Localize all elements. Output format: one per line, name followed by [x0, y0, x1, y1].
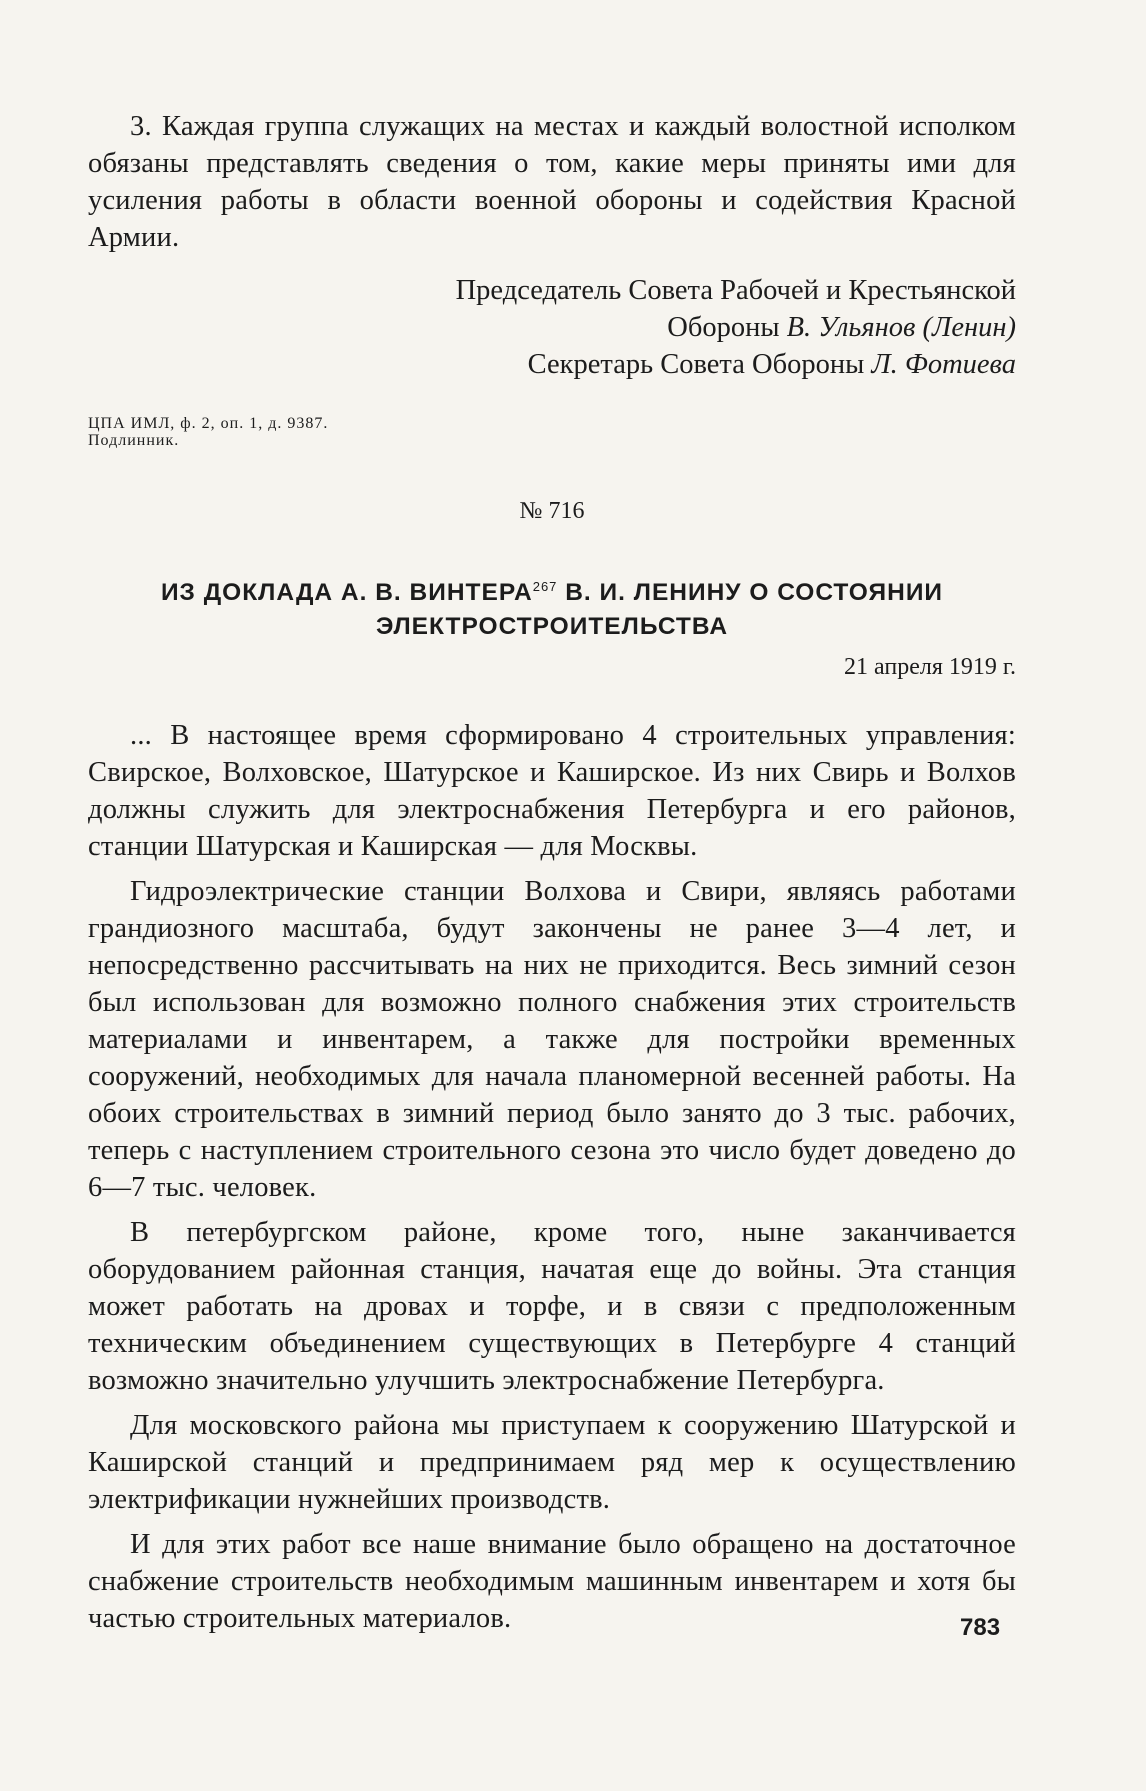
signature-line-2-prefix: Обороны [667, 312, 780, 343]
top-paragraph-block [88, 108, 1016, 256]
top-paragraph: 3. Каждая группа служащих на местах и каждый волостной исполком обязаны представлять сведения о том, какие меры приняты ими для усиления работы в области военной обороны и содействия Красной Армии. [88, 111, 1016, 253]
body-paragraph-5: И для этих работ все наше внимание было обращено на достаточное снабжение строительств необходимым машинным инвентарем и хотя бы частью строительных материалов. [88, 1529, 1016, 1634]
heading-part-1: ИЗ ДОКЛАДА А. В. ВИНТЕРА [160, 579, 533, 607]
signature-block [88, 272, 1016, 383]
body-paragraph-2: Гидроэлектрические станции Волхова и Свири, являясь работами грандиозного масштаба, будут закончены не ранее 3—4 лет, и непосредственно рассчитывать на них не приходится. Весь зимний сезон был использован для возможно полного снабжения этих строительств материалами и инвентарем, а также для постройки временных сооружений, необходимых для начала планомерной весенней работы. На обоих строительствах в зимний период было занято до 3 тыс. рабочих, теперь с наступлением строительного сезона это число будет доведено до 6—7 тыс. человек. [88, 876, 1016, 1203]
archive-reference [88, 415, 1016, 449]
body-paragraph-1: ... В настоящее время сформировано 4 строительных управления: Свирское, Волховское, Шатурское и Каширское. Из них Свирь и Волхов должны служить для электроснабжения Петербурга и его районов, станции Шатурская и Каширская — для Москвы. [88, 720, 1016, 862]
footnote-ref: 267 [532, 579, 558, 594]
body-text [88, 717, 1016, 1637]
body-paragraph-3: В петербургском районе, кроме того, ныне заканчивается оборудованием районная станция, начатая еще до войны. Эта станция может работать на дровах и торфе, и в связи с предположенным техническим объединением существующих в Петербурге 4 станций возможно значительно улучшить электроснабжение Петербурга. [88, 1217, 1016, 1396]
heading-line-1 [88, 570, 1016, 610]
document-heading [88, 570, 1016, 644]
archive-line-2: Подлинник. [88, 432, 180, 449]
signature-name-lenin: В. Ульянов (Ленин) [786, 312, 1016, 343]
heading-line-2: ЭЛЕКТРОСТРОИТЕЛЬСТВА [375, 613, 729, 641]
archive-line-1: ЦПА ИМЛ, ф. 2, оп. 1, д. 9387. [88, 415, 329, 432]
document-number: № 716 [519, 498, 585, 524]
signature-line-2 [88, 309, 1016, 346]
page-number: 783 [960, 1614, 1001, 1641]
heading-part-2: В. И. ЛЕНИНУ О СОСТОЯНИИ [565, 579, 944, 607]
document-date: 21 апреля 1919 г. [844, 654, 1016, 680]
signature-line-3-prefix: Секретарь Совета Обороны [527, 349, 865, 380]
body-paragraph-4: Для московского района мы приступаем к сооружению Шатурской и Каширской станций и предпринимаем ряд мер к осуществлению электрификации нужнейших производств. [88, 1410, 1016, 1515]
signature-name-fotieva: Л. Фотиева [871, 349, 1016, 380]
signature-line-1: Председатель Совета Рабочей и Крестьянской [455, 275, 1016, 306]
signature-line-3 [88, 346, 1016, 383]
